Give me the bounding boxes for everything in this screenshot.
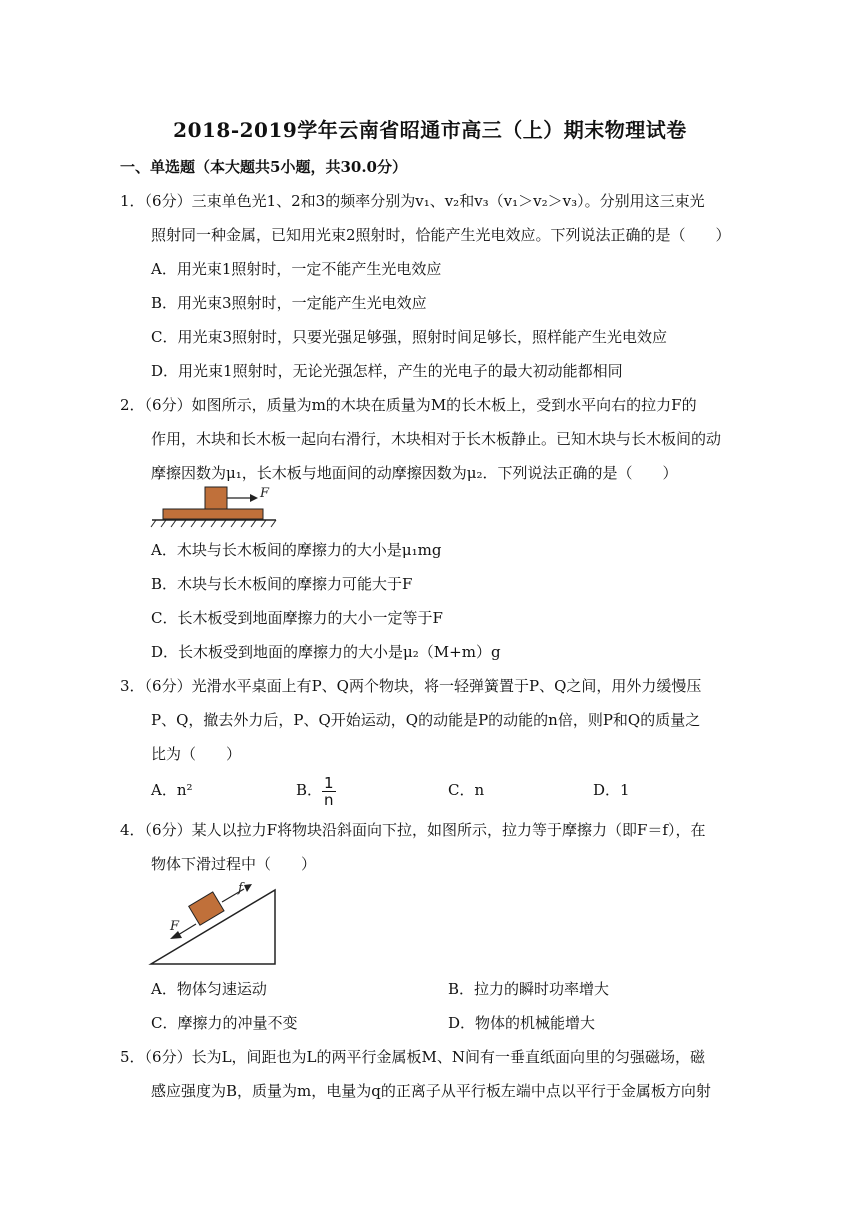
- q3-option-d: D．1: [593, 781, 630, 799]
- q4-option-b: B．拉力的瞬时功率增大: [448, 980, 610, 998]
- q4-line2: 物体下滑过程中（ ）: [151, 855, 317, 873]
- q4-option-c: C．摩擦力的冲量不变: [151, 1014, 298, 1032]
- q5-line2: 感应强度为B，质量为m，电量为q的正离子从平行板左端中点以平行于金属板方向射: [151, 1082, 711, 1100]
- q2-option-a: A．木块与长木板间的摩擦力的大小是μ₁mg: [151, 541, 442, 559]
- q1-line2: 照射同一种金属，已知用光束2照射时，恰能产生光电效应。下列说法正确的是（ ）: [151, 226, 731, 244]
- q1-option-a: A．用光束1照射时，一定不能产生光电效应: [151, 260, 442, 278]
- q3-option-b-prefix: B．: [296, 781, 323, 799]
- q2-line1: 2．（6分）如图所示，质量为m的木块在质量为M的长木板上，受到水平向右的拉力F的: [120, 396, 697, 414]
- q3-option-c: C．n: [448, 781, 485, 799]
- q3-option-b: [296, 771, 336, 809]
- q3-line3: 比为（ ）: [151, 745, 242, 763]
- q2-option-b: B．木块与长木板间的摩擦力可能大于F: [151, 575, 413, 593]
- q4-incline-figure: [148, 878, 280, 968]
- q2-line3: 摩擦因数为μ₁，长木板与地面间的动摩擦因数为μ₂．下列说法正确的是（ ）: [151, 464, 678, 482]
- q1-option-d: D．用光束1照射时，无论光强怎样，产生的光电子的最大初动能都相同: [151, 362, 623, 380]
- q5-line1: 5．（6分）长为L，间距也为L的两平行金属板M、N间有一垂直纸面向里的匀强磁场，磁: [120, 1048, 705, 1066]
- q3-option-a: A．n²: [151, 781, 193, 799]
- force-arrowhead: [250, 494, 258, 502]
- small-block: [205, 487, 227, 509]
- incline-block: [189, 892, 224, 925]
- q2-option-c: C．长木板受到地面摩擦力的大小一定等于F: [151, 609, 443, 627]
- friction-label: f: [238, 881, 243, 896]
- q1-option-c: C．用光束3照射时，只要光强足够强，照射时间足够长，照样能产生光电效应: [151, 328, 668, 346]
- q3-line1: 3．（6分）光滑水平桌面上有P、Q两个物块，将一轻弹簧置于P、Q之间，用外力缓慢压: [120, 677, 702, 695]
- q2-option-d: D．长木板受到地面的摩擦力的大小是μ₂（M+m）g: [151, 643, 501, 661]
- pull-force-label: F: [170, 919, 180, 934]
- q4-option-d: D．物体的机械能增大: [448, 1014, 596, 1032]
- force-label: F: [260, 486, 270, 501]
- exam-title: 2018-2019学年云南省昭通市高三（上）期末物理试卷: [173, 118, 687, 142]
- q3-line2: P、Q，撤去外力后，P、Q开始运动，Q的动能是P的动能的n倍，则P和Q的质量之: [151, 711, 701, 729]
- q4-line1: 4．（6分）某人以拉力F将物块沿斜面向下拉，如图所示，拉力等于摩擦力（即F＝f），在: [120, 821, 706, 839]
- friction-arrowhead: [244, 884, 252, 892]
- section-heading: 一、单选题（本大题共5小题，共30.0分）: [120, 158, 407, 176]
- fraction-denominator: n: [324, 790, 334, 809]
- pull-force-arrow: [178, 924, 196, 935]
- q3-option-b-fraction: [322, 775, 336, 808]
- fraction-numerator: 1: [324, 773, 334, 792]
- ground-hatching: [151, 520, 276, 527]
- long-board: [163, 509, 263, 519]
- q4-option-a: A．物体匀速运动: [151, 980, 267, 998]
- q2-block-on-board-figure: [150, 484, 280, 530]
- q1-line1: 1．（6分）三束单色光1、2和3的频率分别为v₁、v₂和v₃（v₁＞v₂＞v₃）。分别用这三束光: [120, 192, 705, 210]
- q2-line2: 作用，木块和长木板一起向右滑行，木块相对于长木板静止。已知木块与长木板间的动: [151, 430, 722, 448]
- q1-option-b: B．用光束3照射时，一定能产生光电效应: [151, 294, 427, 312]
